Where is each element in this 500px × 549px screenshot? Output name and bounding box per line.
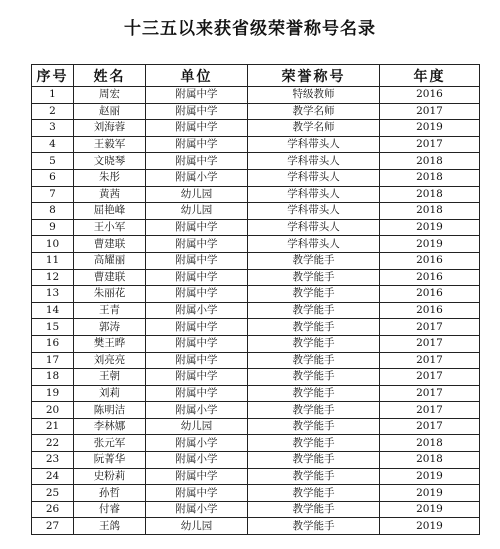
cell-honor-title: 教学能手 xyxy=(248,468,380,485)
cell-name: 王朝 xyxy=(74,369,146,386)
table-row xyxy=(32,352,480,369)
table-row xyxy=(32,302,480,319)
cell-index: 17 xyxy=(32,352,74,369)
cell-year: 2019 xyxy=(380,120,480,137)
cell-unit: 附属中学 xyxy=(146,103,248,120)
cell-index: 21 xyxy=(32,418,74,435)
cell-year: 2016 xyxy=(380,286,480,303)
cell-year: 2019 xyxy=(380,236,480,253)
cell-index: 23 xyxy=(32,452,74,469)
document-title: 十三五以来获省级荣誉称号名录 xyxy=(124,19,376,39)
cell-unit: 附属中学 xyxy=(146,319,248,336)
cell-name: 屈艳峰 xyxy=(74,203,146,220)
cell-name: 阮菁华 xyxy=(74,452,146,469)
cell-unit: 幼儿园 xyxy=(146,518,248,535)
table-row xyxy=(32,335,480,352)
cell-name: 朱丽花 xyxy=(74,286,146,303)
cell-unit: 附属小学 xyxy=(146,435,248,452)
cell-index: 11 xyxy=(32,252,74,269)
table-row xyxy=(32,485,480,502)
cell-unit: 附属中学 xyxy=(146,269,248,286)
cell-honor-title: 教学名师 xyxy=(248,103,380,120)
cell-honor-title: 教学能手 xyxy=(248,501,380,518)
table-row xyxy=(32,369,480,386)
cell-index: 26 xyxy=(32,501,74,518)
cell-name: 周宏 xyxy=(74,87,146,104)
cell-honor-title: 教学能手 xyxy=(248,418,380,435)
cell-year: 2017 xyxy=(380,335,480,352)
cell-year: 2019 xyxy=(380,501,480,518)
cell-year: 2019 xyxy=(380,468,480,485)
cell-index: 18 xyxy=(32,369,74,386)
cell-honor-title: 教学能手 xyxy=(248,485,380,502)
cell-name: 付睿 xyxy=(74,501,146,518)
cell-year: 2017 xyxy=(380,319,480,336)
cell-name: 王小军 xyxy=(74,219,146,236)
cell-honor-title: 教学能手 xyxy=(248,319,380,336)
cell-index: 19 xyxy=(32,385,74,402)
cell-unit: 附属中学 xyxy=(146,153,248,170)
cell-honor-title: 教学能手 xyxy=(248,452,380,469)
cell-year: 2018 xyxy=(380,186,480,203)
table-row xyxy=(32,169,480,186)
table-row xyxy=(32,319,480,336)
cell-index: 2 xyxy=(32,103,74,120)
cell-year: 2018 xyxy=(380,153,480,170)
cell-honor-title: 教学能手 xyxy=(248,352,380,369)
cell-index: 7 xyxy=(32,186,74,203)
cell-index: 25 xyxy=(32,485,74,502)
cell-unit: 附属中学 xyxy=(146,352,248,369)
cell-honor-title: 教学能手 xyxy=(248,402,380,419)
cell-honor-title: 教学能手 xyxy=(248,518,380,535)
cell-unit: 附属中学 xyxy=(146,468,248,485)
cell-year: 2017 xyxy=(380,352,480,369)
cell-name: 文晓琴 xyxy=(74,153,146,170)
table-row xyxy=(32,87,480,104)
cell-honor-title: 教学能手 xyxy=(248,335,380,352)
cell-name: 孙哲 xyxy=(74,485,146,502)
cell-name: 刘亮亮 xyxy=(74,352,146,369)
cell-index: 16 xyxy=(32,335,74,352)
cell-year: 2017 xyxy=(380,103,480,120)
cell-honor-title: 教学能手 xyxy=(248,252,380,269)
cell-index: 14 xyxy=(32,302,74,319)
cell-honor-title: 特级教师 xyxy=(248,87,380,104)
header-unit: 单位 xyxy=(146,65,248,87)
cell-year: 2017 xyxy=(380,385,480,402)
table-row xyxy=(32,501,480,518)
cell-unit: 附属中学 xyxy=(146,120,248,137)
header-name: 姓名 xyxy=(74,65,146,87)
cell-honor-title: 学科带头人 xyxy=(248,203,380,220)
table-header-row xyxy=(32,65,480,87)
table-row xyxy=(32,435,480,452)
cell-index: 6 xyxy=(32,169,74,186)
table-row xyxy=(32,468,480,485)
cell-unit: 附属中学 xyxy=(146,286,248,303)
cell-name: 史粉莉 xyxy=(74,468,146,485)
cell-name: 黄茜 xyxy=(74,186,146,203)
cell-unit: 附属小学 xyxy=(146,402,248,419)
cell-unit: 附属小学 xyxy=(146,302,248,319)
cell-name: 曹建联 xyxy=(74,236,146,253)
cell-unit: 幼儿园 xyxy=(146,203,248,220)
cell-index: 4 xyxy=(32,136,74,153)
cell-index: 12 xyxy=(32,269,74,286)
table-row xyxy=(32,103,480,120)
cell-index: 8 xyxy=(32,203,74,220)
cell-unit: 附属小学 xyxy=(146,169,248,186)
cell-name: 王青 xyxy=(74,302,146,319)
cell-year: 2016 xyxy=(380,87,480,104)
table-row xyxy=(32,120,480,137)
cell-name: 张元军 xyxy=(74,435,146,452)
header-year: 年度 xyxy=(380,65,480,87)
cell-name: 郭涛 xyxy=(74,319,146,336)
cell-honor-title: 教学能手 xyxy=(248,435,380,452)
cell-index: 9 xyxy=(32,219,74,236)
cell-unit: 附属中学 xyxy=(146,219,248,236)
table-row xyxy=(32,402,480,419)
cell-honor-title: 学科带头人 xyxy=(248,186,380,203)
table-header xyxy=(32,65,480,87)
cell-unit: 附属中学 xyxy=(146,369,248,386)
cell-index: 15 xyxy=(32,319,74,336)
header-index: 序号 xyxy=(32,65,74,87)
cell-name: 高耀丽 xyxy=(74,252,146,269)
cell-name: 刘莉 xyxy=(74,385,146,402)
cell-index: 22 xyxy=(32,435,74,452)
cell-index: 24 xyxy=(32,468,74,485)
cell-unit: 幼儿园 xyxy=(146,186,248,203)
cell-index: 3 xyxy=(32,120,74,137)
cell-honor-title: 教学能手 xyxy=(248,385,380,402)
cell-unit: 附属中学 xyxy=(146,335,248,352)
cell-unit: 附属中学 xyxy=(146,385,248,402)
cell-name: 朱彤 xyxy=(74,169,146,186)
cell-year: 2019 xyxy=(380,219,480,236)
table-row xyxy=(32,286,480,303)
cell-honor-title: 教学能手 xyxy=(248,302,380,319)
cell-index: 1 xyxy=(32,87,74,104)
cell-year: 2016 xyxy=(380,252,480,269)
cell-year: 2016 xyxy=(380,269,480,286)
cell-name: 王毅军 xyxy=(74,136,146,153)
cell-unit: 幼儿园 xyxy=(146,418,248,435)
header-honor-title: 荣誉称号 xyxy=(248,65,380,87)
cell-year: 2018 xyxy=(380,452,480,469)
table-body xyxy=(32,87,480,535)
cell-year: 2018 xyxy=(380,169,480,186)
cell-year: 2018 xyxy=(380,203,480,220)
table-row xyxy=(32,452,480,469)
cell-unit: 附属中学 xyxy=(146,236,248,253)
cell-name: 陈明洁 xyxy=(74,402,146,419)
table-row xyxy=(32,219,480,236)
cell-year: 2016 xyxy=(380,302,480,319)
table-row xyxy=(32,236,480,253)
cell-index: 27 xyxy=(32,518,74,535)
table-row xyxy=(32,269,480,286)
cell-unit: 附属中学 xyxy=(146,252,248,269)
cell-index: 5 xyxy=(32,153,74,170)
cell-year: 2017 xyxy=(380,402,480,419)
table-row xyxy=(32,186,480,203)
cell-year: 2019 xyxy=(380,518,480,535)
cell-honor-title: 学科带头人 xyxy=(248,153,380,170)
cell-index: 20 xyxy=(32,402,74,419)
table-row xyxy=(32,136,480,153)
honor-roster-table xyxy=(31,64,480,535)
cell-year: 2019 xyxy=(380,485,480,502)
table-row xyxy=(32,385,480,402)
cell-name: 李林娜 xyxy=(74,418,146,435)
cell-unit: 附属小学 xyxy=(146,501,248,518)
cell-name: 王鸽 xyxy=(74,518,146,535)
cell-unit: 附属小学 xyxy=(146,452,248,469)
cell-honor-title: 教学能手 xyxy=(248,369,380,386)
cell-name: 刘海蓉 xyxy=(74,120,146,137)
cell-unit: 附属中学 xyxy=(146,485,248,502)
table-row xyxy=(32,418,480,435)
cell-name: 曹建联 xyxy=(74,269,146,286)
cell-honor-title: 教学能手 xyxy=(248,269,380,286)
cell-honor-title: 教学名师 xyxy=(248,120,380,137)
table-row xyxy=(32,153,480,170)
cell-unit: 附属中学 xyxy=(146,136,248,153)
table-row xyxy=(32,203,480,220)
cell-honor-title: 学科带头人 xyxy=(248,136,380,153)
cell-name: 樊王晔 xyxy=(74,335,146,352)
cell-honor-title: 学科带头人 xyxy=(248,236,380,253)
cell-honor-title: 学科带头人 xyxy=(248,219,380,236)
cell-honor-title: 学科带头人 xyxy=(248,169,380,186)
table-row xyxy=(32,518,480,535)
cell-unit: 附属中学 xyxy=(146,87,248,104)
table-row xyxy=(32,252,480,269)
cell-year: 2018 xyxy=(380,435,480,452)
cell-year: 2017 xyxy=(380,136,480,153)
cell-name: 赵丽 xyxy=(74,103,146,120)
cell-honor-title: 教学能手 xyxy=(248,286,380,303)
cell-year: 2017 xyxy=(380,369,480,386)
cell-year: 2017 xyxy=(380,418,480,435)
cell-index: 10 xyxy=(32,236,74,253)
cell-index: 13 xyxy=(32,286,74,303)
